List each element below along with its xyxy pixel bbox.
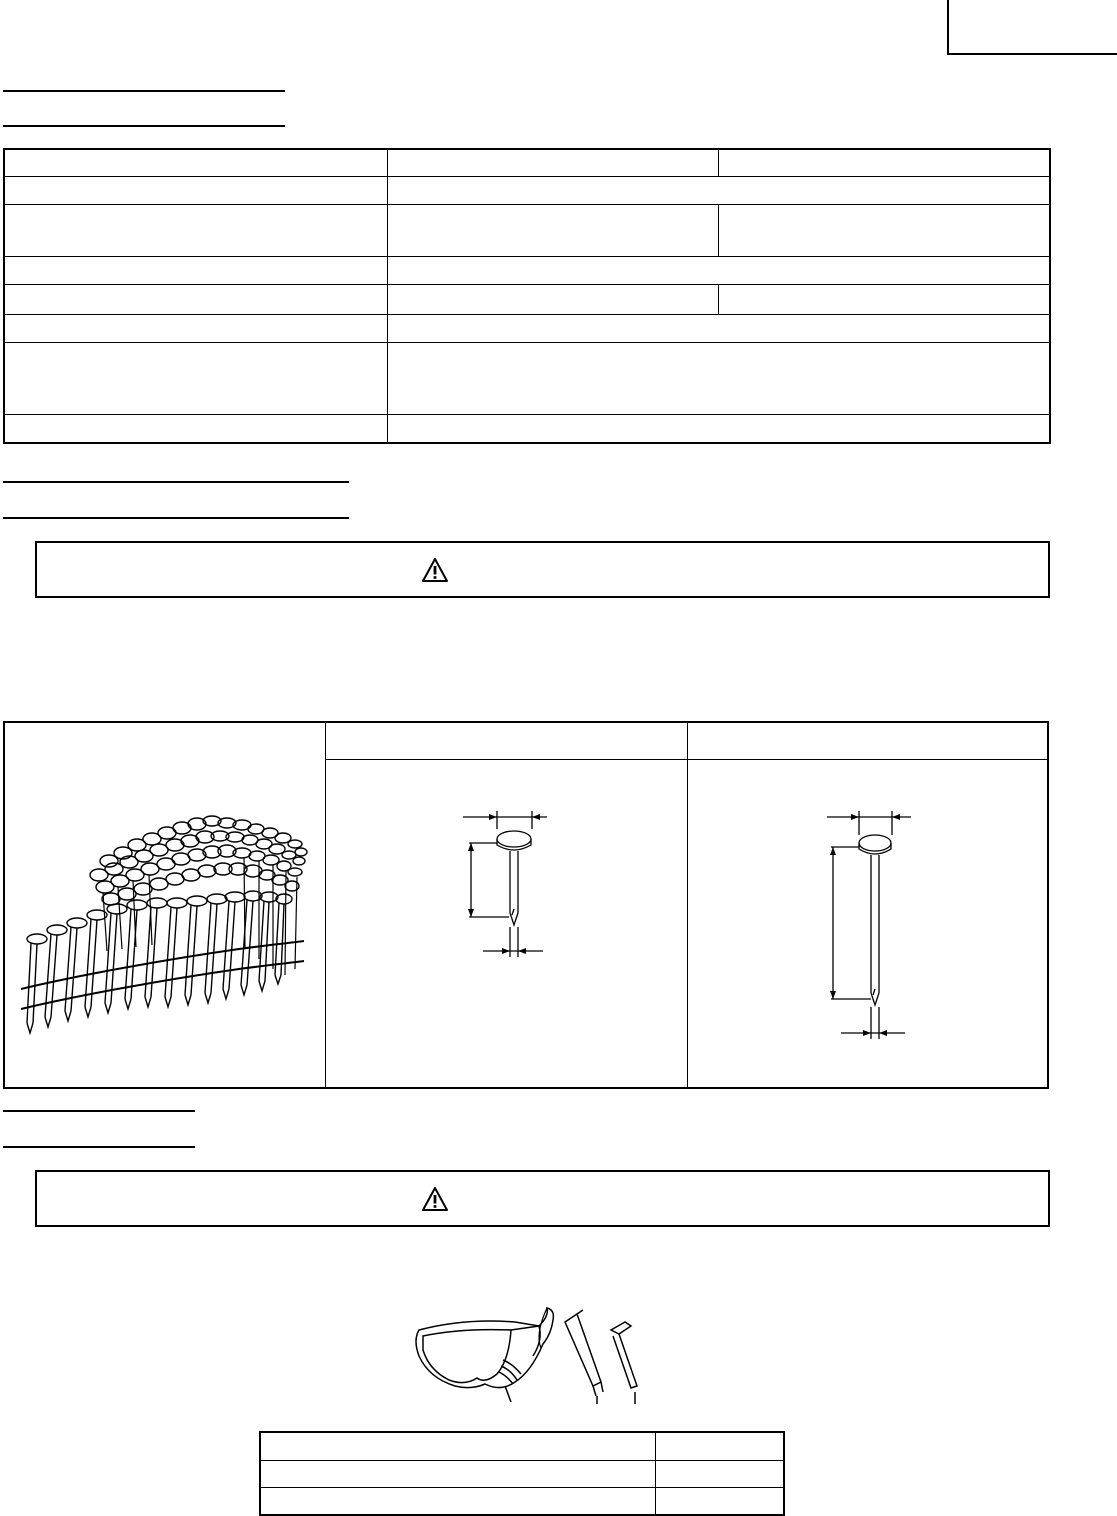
table-row: [4, 414, 1050, 443]
section-heading-rule: [3, 1146, 195, 1148]
spec-value: [387, 342, 1050, 414]
hex-wrench-icon: [611, 1322, 637, 1404]
section-heading-rule: [3, 517, 349, 519]
spec-value: [387, 284, 718, 314]
spec-value: [718, 149, 1050, 176]
nail-selection-table: [3, 721, 1049, 1089]
nail-dimension-diagram-short: [445, 803, 565, 983]
specifications-table: [3, 148, 1051, 444]
spec-value: [387, 149, 718, 176]
accessory-name: [260, 1487, 655, 1515]
accessory-name: [260, 1460, 655, 1487]
safety-goggles-icon: [416, 1308, 553, 1402]
coil-nails-illustration: [19, 799, 309, 1035]
spec-value: [387, 256, 1050, 284]
accessory-qty: [655, 1460, 784, 1487]
table-row: [4, 342, 1050, 414]
spec-value: [387, 176, 1050, 204]
spec-label: [4, 414, 387, 443]
spec-label: [4, 284, 387, 314]
hex-wrench-icon: [565, 1310, 603, 1404]
table-row: [4, 204, 1050, 256]
warning-box: [35, 1170, 1050, 1227]
accessory-qty: [655, 1432, 784, 1460]
spec-label: [4, 176, 387, 204]
accessory-qty: [655, 1487, 784, 1515]
spec-label: [4, 149, 387, 176]
nail-dimension-diagram-long: [805, 803, 925, 1063]
warning-triangle-icon: [421, 557, 449, 583]
warning-triangle-icon: [421, 1186, 449, 1212]
table-row: [4, 149, 1050, 176]
table-row: [260, 1432, 784, 1460]
section-heading-rule: [3, 125, 285, 127]
section-heading-rule: [3, 1110, 195, 1112]
table-row: [4, 284, 1050, 314]
table-row: [4, 176, 1050, 204]
section-heading-rule: [3, 481, 349, 483]
accessories-illustration: [405, 1300, 655, 1410]
warning-box: [35, 541, 1050, 598]
spec-value: [387, 314, 1050, 342]
spec-label: [4, 314, 387, 342]
spec-value: [387, 414, 1050, 443]
spec-label: [4, 204, 387, 256]
accessory-name: [260, 1432, 655, 1460]
table-row: [260, 1487, 784, 1515]
spec-value: [718, 284, 1050, 314]
spec-label: [4, 256, 387, 284]
spec-value: [387, 204, 718, 256]
page-number-box: [947, 0, 1117, 55]
section-heading-rule: [3, 90, 285, 92]
accessories-table: [259, 1431, 785, 1516]
spec-label: [4, 342, 387, 414]
table-row: [260, 1460, 784, 1487]
spec-value: [718, 204, 1050, 256]
table-row: [4, 314, 1050, 342]
table-row: [4, 256, 1050, 284]
